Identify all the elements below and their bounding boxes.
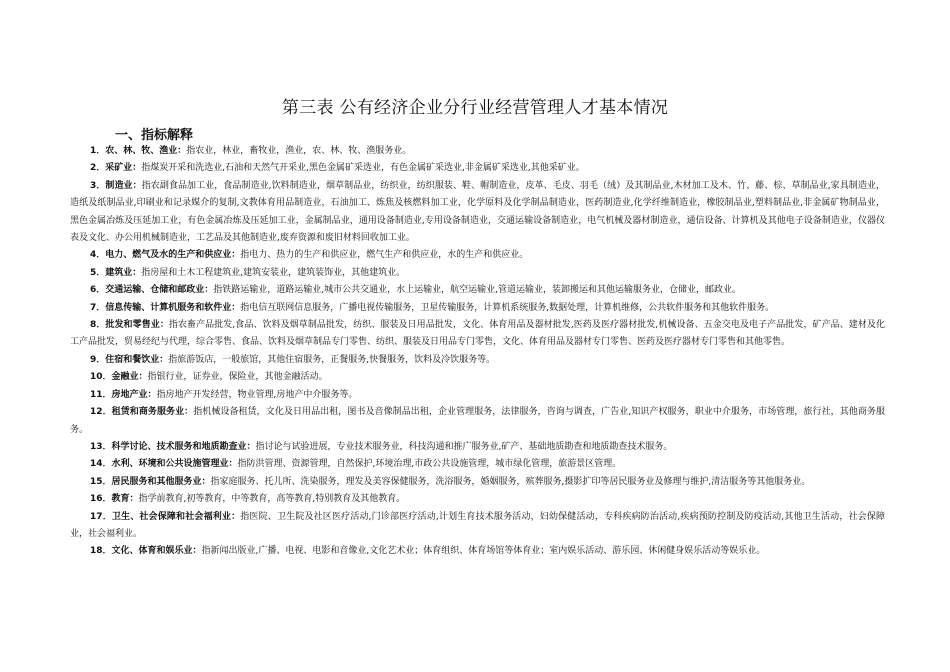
page-title: 第三表 公有经济企业分行业经营管理人才基本情况 bbox=[281, 98, 669, 118]
definition-text: 指医院、卫生院及社区医疗活动,门诊部医疗活动,计划生育技术服务活动，妇幼保健活动，专科疾病防治活动,疾病预防控制及防疫活动,其他卫生活动，社会保障业，社会福利业。 bbox=[70, 511, 885, 539]
definition-term: 6．交通运输、仓储和邮政业： bbox=[90, 285, 214, 296]
definition-text: 指农副食品加工业，食品制造业,饮料制造业，烟草制品业，纺织业，纺织服装、鞋、帽制造业，皮革、毛皮、羽毛（绒）及其制品业,木材加工及木、竹、藤、棕、草制品业,家具制造业，造纸及纸制品业,印刷业和记录媒介的复制,文教体育用品制造业，石油加工、炼焦及核燃料加工业，化学原料及化学制品制造业，医药制造业,化学纤维制造业，橡胶制品业,塑料制品业,非金属矿物制品业，黑色金属冶炼及压延加工业，有色金属冶炼及压延加工业，金属制品业，通用设备制造业,专用设备制造业，交通运输设备制造业，电气机械及器材制造业，通信设备、计算机及其他电子设备制造业，仪器仪表及文化、办公用机械制造业，工艺品及其他制造业,废弃资源和废旧材料回收加工业。 bbox=[70, 180, 886, 244]
definition-term: 12．租赁和商务服务业： bbox=[90, 407, 194, 418]
definition-term: 4．电力、燃气及水的生产和供应业： bbox=[90, 250, 241, 261]
definition-item bbox=[70, 317, 885, 352]
definition-term: 7．信息传输、计算机服务和软件业： bbox=[90, 302, 241, 313]
definition-text: 指新闻出版业,广播、电视、电影和音像业,文化艺术业；体育组织、体育场馆等体育业；室内娱乐活动、游乐园、休闲健身娱乐活动等娱乐业。 bbox=[201, 546, 766, 557]
definition-text: 指学前教育,初等教育，中等教育，高等教育,特别教育及其他教育。 bbox=[138, 494, 406, 505]
definition-item bbox=[70, 143, 885, 160]
definition-item bbox=[70, 247, 885, 264]
definition-item bbox=[70, 178, 885, 248]
section-heading: 一、指标解释 bbox=[115, 128, 194, 143]
definition-term: 18．文化、体育和娱乐业： bbox=[90, 546, 202, 557]
definition-list bbox=[70, 143, 885, 561]
definition-item bbox=[70, 282, 885, 299]
definition-term: 11．房地产业： bbox=[90, 389, 157, 400]
definition-text: 指铁路运输业，道路运输业,城市公共交通业，水上运输业，航空运输业,管道运输业，装卸搬运和其他运输服务业，仓储业，邮政业。 bbox=[213, 285, 741, 296]
definition-text: 指旅游饭店，一般旅馆，其他住宿服务，正餐服务,快餐服务，饮料及冷饮服务等。 bbox=[168, 354, 496, 365]
definition-term: 14．水利、环境和公共设施管理业： bbox=[90, 459, 238, 470]
definition-term: 17．卫生、社会保障和社会福利业： bbox=[90, 511, 241, 522]
definition-term: 13．科学讨论、技术服务和地质勘查业： bbox=[90, 441, 256, 452]
definition-term: 2．采矿业： bbox=[90, 163, 142, 174]
definition-text: 指银行业，证券业，保险业，其他金融活动。 bbox=[147, 372, 328, 383]
definition-item bbox=[70, 509, 885, 544]
definition-item bbox=[70, 160, 885, 177]
definition-item bbox=[70, 456, 885, 473]
definition-item bbox=[70, 404, 885, 439]
definition-item bbox=[70, 474, 885, 491]
definition-text: 指防洪管理、资源管理，自然保护,环境治理,市政公共设施管理，城市绿化管理，旅游景区管理。 bbox=[237, 459, 622, 470]
definition-text: 指家庭服务、托儿所、洗染服务，理发及美容保健服务，洗浴服务，婚姻服务，殡葬服务,摄影扩印等居民服务业及修理与维护,清洁服务等其他服务业。 bbox=[210, 476, 811, 487]
definition-term: 8．批发和零售业： bbox=[90, 320, 169, 331]
definition-term: 9．住宿和餐饮业： bbox=[90, 354, 169, 365]
definition-text: 指农畜产品批发,食品、饮料及烟草制品批发，纺织、服装及日用品批发，文化、体育用品及器材批发,医药及医疗器材批发,机械设备、五金交电及电子产品批发，矿产品、建材及化工产品批发，贸易经纪与代理，综合零售、食品、饮料及烟草制品专门零售、纺织、服装及日用品专门零售，文化、体育用品及器材专门零售、医药及医疗器材专门零售和其他零售。 bbox=[70, 320, 885, 348]
definition-item bbox=[70, 369, 885, 386]
definition-text: 指煤炭开采和洗选业,石油和天然气开采业,黑色金属矿采选业，有色金属矿采选业,非金属矿采选业,其他采矿业。 bbox=[141, 163, 585, 174]
definition-term: 1．农、林、牧、渔业： bbox=[90, 146, 187, 156]
definition-text: 指讨论与试验进展，专业技术服务业，科技沟通和推广服务业,矿产、基础地质勘查和地质勘查技术服务。 bbox=[255, 441, 673, 452]
definition-item bbox=[70, 352, 885, 369]
definition-item bbox=[70, 387, 885, 404]
definition-text: 指农业，林业，畜牧业，渔业，农、林、牧、渔服务业。 bbox=[186, 146, 412, 156]
definition-item bbox=[70, 300, 885, 317]
definition-term: 3．制造业： bbox=[90, 180, 142, 191]
definition-term: 5．建筑业： bbox=[90, 267, 142, 278]
definition-item bbox=[70, 491, 885, 508]
definition-item bbox=[70, 439, 885, 456]
definition-term: 16．教育： bbox=[90, 494, 139, 505]
definition-text: 指电力、热力的生产和供应业，燃气生产和供应业，水的生产和供应业。 bbox=[240, 250, 529, 261]
definition-text: 指房地产开发经营，物业管理,房地产中介服务等。 bbox=[156, 389, 358, 400]
definition-text: 指房屋和土木工程建筑业,建筑安装业，建筑装饰业，其他建筑业。 bbox=[141, 267, 406, 278]
definition-item bbox=[70, 265, 885, 282]
definition-term: 10．金融业： bbox=[90, 372, 148, 383]
definition-term: 15．居民服务和其他服务业： bbox=[90, 476, 211, 487]
definition-text: 指机械设备租赁，文化及日用品出租，图书及音像制品出租，企业管理服务，法律服务，咨询与调查，广告业,知识产权服务，职业中介服务，市场管理，旅行社，其他商务服务。 bbox=[70, 407, 885, 435]
definition-item bbox=[70, 543, 885, 560]
definition-text: 指电信互联网信息服务，广播电视传输服务，卫星传输服务，计算机系统服务,数据处理，计算机维修，公共软件服务和其他软件服务。 bbox=[240, 302, 775, 313]
